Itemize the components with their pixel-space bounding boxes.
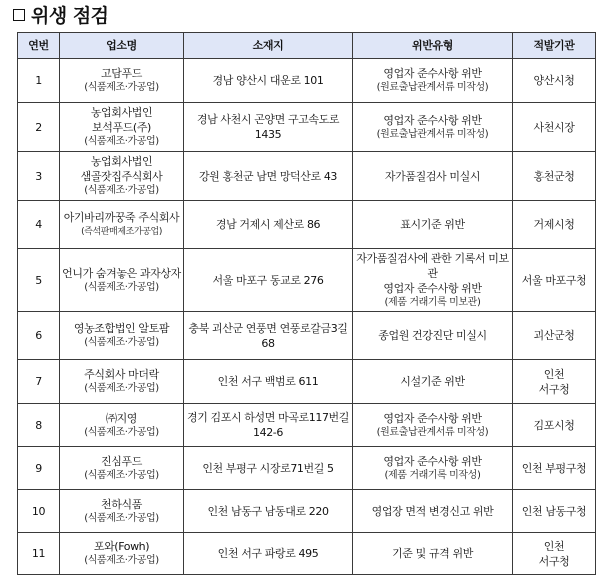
- agency-line: 거제시청: [533, 218, 575, 231]
- address-line: 68: [261, 336, 275, 350]
- agency-line: 인천 남동구청: [521, 504, 587, 518]
- business-name-line: 아기바리까꿍죽 주식회사: [63, 211, 180, 224]
- business-type: (식품제조·가공업): [84, 469, 159, 481]
- table-row: [18, 103, 596, 152]
- cell-violation-type: [353, 404, 513, 447]
- address-line: 인천 서구 백범로 611: [217, 375, 319, 388]
- cell-number: 2: [18, 103, 60, 152]
- cell-violation-type: [353, 312, 513, 360]
- agency-line: 서울 마포구청: [521, 273, 587, 287]
- cell-business-name: [60, 490, 184, 533]
- cell-number: 6: [18, 312, 60, 360]
- violation-line: 영업자 준수사항 위반: [383, 67, 482, 80]
- cell-number: 3: [18, 152, 60, 201]
- agency-line: 김포시청: [533, 418, 575, 432]
- cell-business-name: [60, 59, 184, 103]
- business-name-line: 보석푸드(주): [92, 121, 151, 134]
- empty-square-icon: [13, 9, 25, 21]
- cell-agency: [513, 201, 596, 249]
- cell-number: 9: [18, 447, 60, 490]
- cell-business-name: [60, 249, 184, 312]
- address-line: 충북 괴산군 연풍면 연풍로갈금3길: [188, 321, 348, 335]
- table-row: [18, 533, 596, 575]
- column-header-violation-type: 위반유형: [353, 33, 513, 59]
- column-header-agency: 적발기관: [513, 33, 596, 59]
- address-line: 강원 홍천군 남면 망덕산로 43: [198, 169, 338, 183]
- violation-line: 시설기준 위반: [400, 375, 465, 388]
- violation-line: 영업자 준수사항 위반: [383, 411, 482, 425]
- table-row: [18, 404, 596, 447]
- cell-business-name: [60, 404, 184, 447]
- cell-number: 4: [18, 201, 60, 249]
- business-name-line: 샘골잣집주식회사: [80, 170, 163, 183]
- table-row: [18, 152, 596, 201]
- cell-business-name: [60, 152, 184, 201]
- business-name-line: 진심푸드: [101, 454, 142, 468]
- business-name-line: 농업회사법인: [90, 155, 153, 168]
- cell-violation-type: [353, 201, 513, 249]
- business-name-line: 천하식품: [101, 497, 142, 511]
- cell-agency: [513, 59, 596, 103]
- address-line: 경남 양산시 대운로 101: [212, 74, 324, 87]
- cell-agency: [513, 404, 596, 447]
- cell-violation-type: [353, 59, 513, 103]
- cell-address: [184, 312, 353, 360]
- business-name-line: 언니가 숨겨놓은 과자상자: [62, 266, 181, 280]
- agency-line: 양산시청: [533, 74, 575, 87]
- violation-detail: (제품 거래기록 미작성): [384, 469, 481, 481]
- section-title-text: 위생 점검: [31, 5, 109, 27]
- table-row: [18, 201, 596, 249]
- cell-address: [184, 447, 353, 490]
- violation-line: 기준 및 규격 위반: [392, 547, 473, 560]
- cell-address: [184, 201, 353, 249]
- business-type: (식품제조·가공업): [84, 512, 159, 524]
- cell-agency: [513, 490, 596, 533]
- violation-detail: (원료출납관계서류 미작성): [376, 82, 489, 93]
- cell-number: 7: [18, 360, 60, 404]
- cell-address: [184, 404, 353, 447]
- violation-line: 영업자 준수사항 위반: [383, 113, 482, 127]
- cell-number: 5: [18, 249, 60, 312]
- business-type: (식품제조·가공업): [84, 383, 159, 394]
- column-header-business-name: 업소명: [60, 33, 184, 59]
- violation-line: 영업자 준수사항 위반: [383, 281, 482, 295]
- cell-violation-type: [353, 447, 513, 490]
- cell-agency: [513, 249, 596, 312]
- business-type: (식품제조·가공업): [84, 337, 159, 348]
- cell-violation-type: [353, 360, 513, 404]
- table-row: [18, 312, 596, 360]
- violation-line: 표시기준 위반: [400, 218, 465, 231]
- section-title: [13, 3, 109, 29]
- cell-agency: [513, 533, 596, 575]
- cell-violation-type: [353, 249, 513, 312]
- agency-line: 홍천군청: [533, 169, 575, 183]
- business-type: (식품제조·가공업): [84, 555, 159, 566]
- business-name-line: 포와(Fowh): [93, 540, 150, 553]
- address-line: 인천 서구 파랑로 495: [217, 547, 319, 560]
- agency-line: 서구청: [538, 554, 570, 568]
- cell-number: 10: [18, 490, 60, 533]
- business-name-line: 영농조합법인 알토팜: [73, 322, 170, 335]
- cell-address: [184, 533, 353, 575]
- address-line: 경기 김포시 하성면 마곡로117번길: [186, 411, 350, 424]
- cell-number: 8: [18, 404, 60, 447]
- business-name-line: 농업회사법인: [90, 106, 153, 119]
- table-header-row: [18, 33, 596, 59]
- cell-violation-type: [353, 103, 513, 152]
- cell-address: [184, 59, 353, 103]
- cell-business-name: [60, 360, 184, 404]
- cell-business-name: [60, 103, 184, 152]
- business-type: (식품제조·가공업): [84, 185, 159, 196]
- violation-line: 종업원 건강진단 미실시: [378, 329, 487, 342]
- address-line: 인천 부평구 시장로71번길 5: [202, 461, 334, 475]
- table-row: [18, 59, 596, 103]
- column-header-address: 소재지: [184, 33, 353, 59]
- business-type: (식품제조·가공업): [84, 136, 159, 147]
- cell-number: 11: [18, 533, 60, 575]
- agency-line: 인천: [543, 539, 565, 553]
- business-name-line: 주식회사 마더락: [84, 368, 159, 381]
- business-name-line: 고담푸드: [101, 67, 142, 80]
- address-line: 경남 거제시 제산로 86: [215, 218, 321, 231]
- cell-address: [184, 490, 353, 533]
- cell-address: [184, 360, 353, 404]
- violation-detail: (제품 거래기록 미보관): [384, 296, 481, 308]
- cell-agency: [513, 312, 596, 360]
- cell-agency: [513, 152, 596, 201]
- cell-agency: [513, 360, 596, 404]
- cell-business-name: [60, 447, 184, 490]
- cell-business-name: [60, 312, 184, 360]
- agency-line: 인천 부평구청: [521, 461, 587, 475]
- cell-address: [184, 249, 353, 312]
- cell-address: [184, 152, 353, 201]
- agency-line: 인천: [543, 367, 565, 381]
- violation-line: 영업자 준수사항 위반: [383, 454, 482, 468]
- cell-violation-type: [353, 152, 513, 201]
- business-type: (식품제조·가공업): [84, 281, 159, 293]
- business-type: (식품제조·가공업): [84, 82, 159, 93]
- agency-line: 서구청: [538, 382, 570, 396]
- cell-number: 1: [18, 59, 60, 103]
- business-type: (즉석판매제조가공업): [81, 227, 162, 237]
- cell-agency: [513, 103, 596, 152]
- column-header-number: 연번: [18, 33, 60, 59]
- address-line: 1435: [254, 128, 282, 141]
- violation-line: 자가품질검사 미실시: [384, 169, 481, 183]
- inspection-table: [17, 32, 596, 575]
- violation-detail: (원료출납관계서류 미작성): [376, 128, 489, 140]
- table-row: [18, 249, 596, 312]
- violation-line: 영업장 면적 변경신고 위반: [371, 504, 494, 518]
- cell-agency: [513, 447, 596, 490]
- violation-line: 관: [427, 266, 438, 280]
- address-line: 경남 사천시 곤양면 구고속도로: [196, 113, 340, 126]
- business-type: (식품제조·가공업): [84, 426, 159, 438]
- address-line: 인천 남동구 남동대로 220: [207, 504, 329, 518]
- cell-violation-type: [353, 533, 513, 575]
- table-row: [18, 447, 596, 490]
- violation-line: 자가품질검사에 관한 기록서 미보: [356, 251, 509, 265]
- cell-business-name: [60, 533, 184, 575]
- cell-violation-type: [353, 490, 513, 533]
- address-line: 서울 마포구 동교로 276: [212, 273, 324, 287]
- violation-detail: (원료출납관계서류 미작성): [376, 426, 489, 438]
- table-row: [18, 360, 596, 404]
- agency-line: 사천시장: [533, 120, 575, 134]
- agency-line: 괴산군청: [533, 329, 575, 342]
- table-row: [18, 490, 596, 533]
- cell-address: [184, 103, 353, 152]
- cell-business-name: [60, 201, 184, 249]
- address-line: 142-6: [253, 426, 283, 439]
- business-name-line: ㈜지영: [105, 411, 138, 425]
